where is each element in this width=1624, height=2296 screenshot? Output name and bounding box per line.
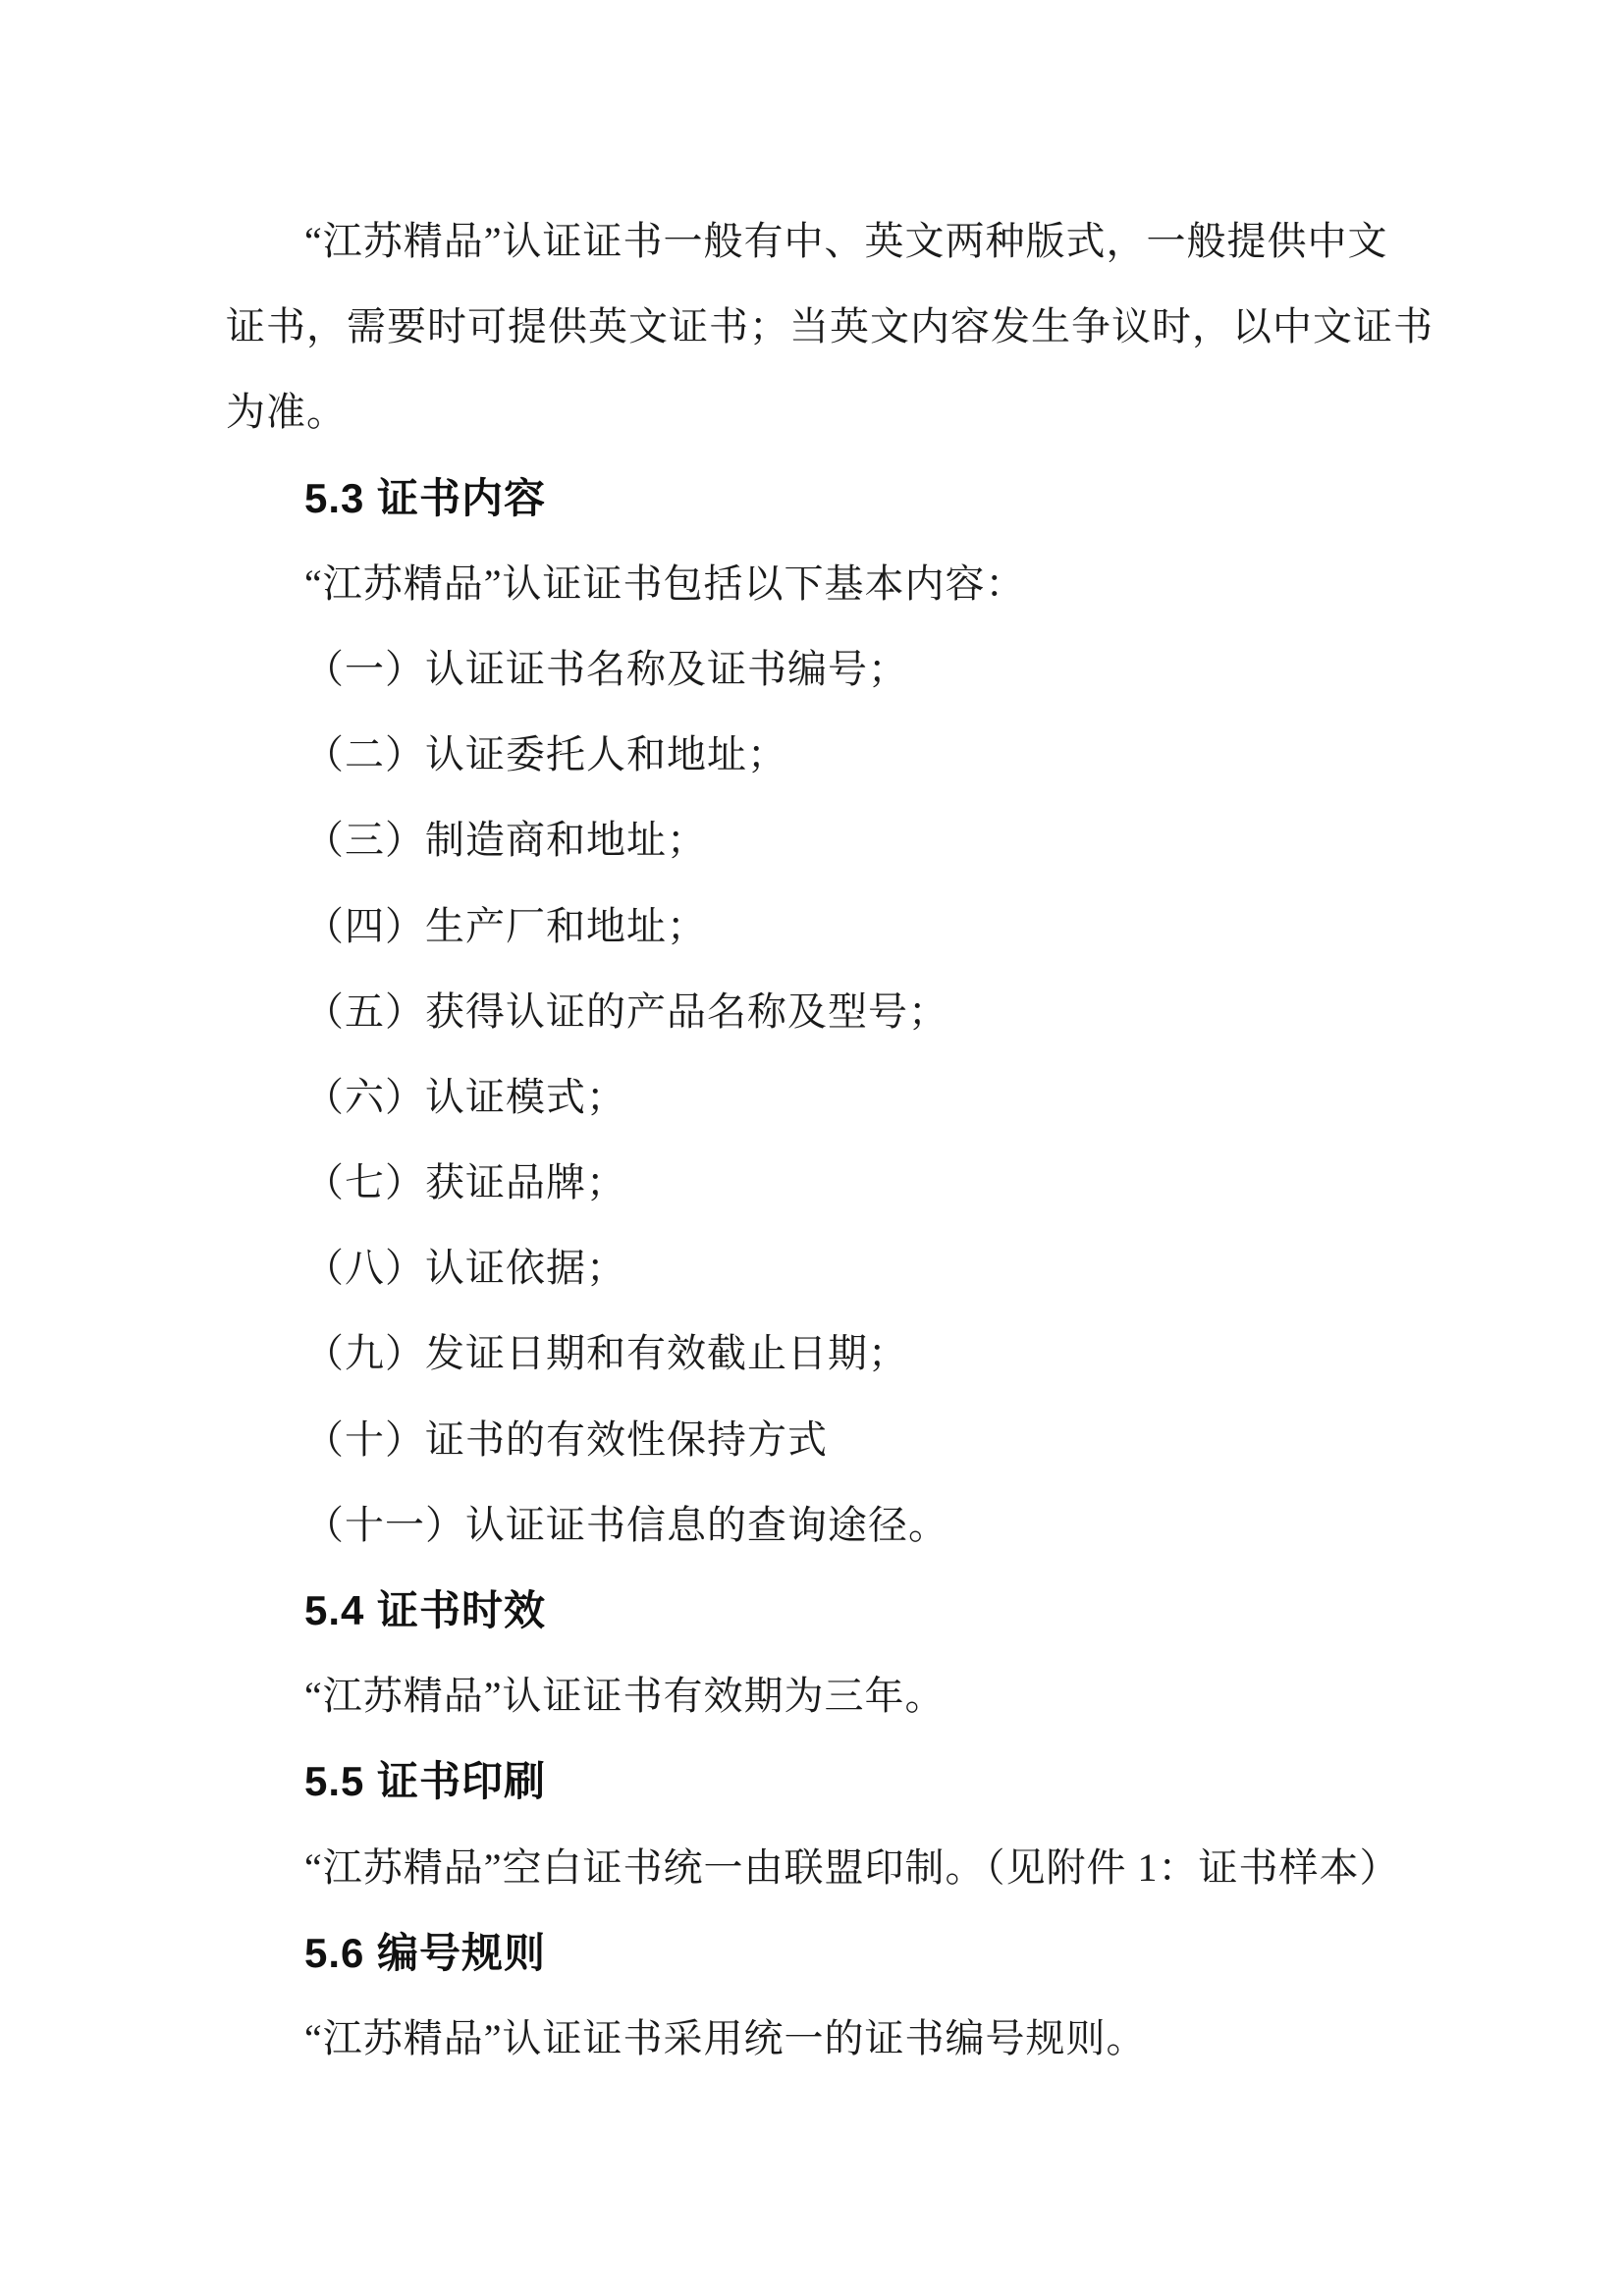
cert-content-item-1: （一）认证证书名称及证书编号； — [304, 646, 908, 691]
cert-content-item-2: （二）认证委托人和地址； — [304, 732, 787, 777]
cert-content-item-9: （九）发证日期和有效截止日期； — [304, 1331, 908, 1376]
document-content — [226, 198, 1434, 2081]
cert-content-item-7: （七）获证品牌； — [304, 1160, 626, 1205]
section-5-4-body: “江苏精品”认证证书有效期为三年。 — [304, 1674, 946, 1719]
section-5-5-body: “江苏精品”空白证书统一由联盟印制。（见附件 1：证书样本） — [304, 1844, 1400, 1890]
section-5-6-heading: 5.6 编号规则 — [304, 1929, 547, 1976]
intro-paragraph-line-2: 证书，需要时可提供英文证书；当英文内容发生争议时，以中文证书 — [226, 304, 1434, 349]
intro-paragraph-line-1: “江苏精品”认证证书一般有中、英文两种版式，一般提供中文 — [304, 219, 1388, 263]
intro-paragraph-line-3: 为准。 — [226, 390, 347, 435]
section-5-4-heading: 5.4 证书时效 — [304, 1587, 547, 1633]
cert-content-item-11: （十一）认证证书信息的查询途径。 — [304, 1502, 948, 1547]
section-5-6-body: “江苏精品”认证证书采用统一的证书编号规则。 — [304, 2015, 1147, 2060]
cert-content-item-6: （六）认证模式； — [304, 1074, 626, 1119]
cert-content-item-8: （八）认证依据； — [304, 1246, 626, 1291]
cert-content-item-3: （三）制造商和地址； — [304, 818, 707, 863]
cert-content-item-4: （四）生产厂和地址； — [304, 903, 707, 948]
cert-content-item-5: （五）获得认证的产品名称及型号； — [304, 988, 948, 1034]
section-5-3-heading: 5.3 证书内容 — [304, 474, 547, 521]
section-5-5-heading: 5.5 证书印刷 — [304, 1758, 547, 1805]
section-5-3-intro: “江苏精品”认证证书包括以下基本内容： — [304, 561, 1026, 606]
cert-content-item-10: （十）证书的有效性保持方式 — [304, 1416, 828, 1462]
